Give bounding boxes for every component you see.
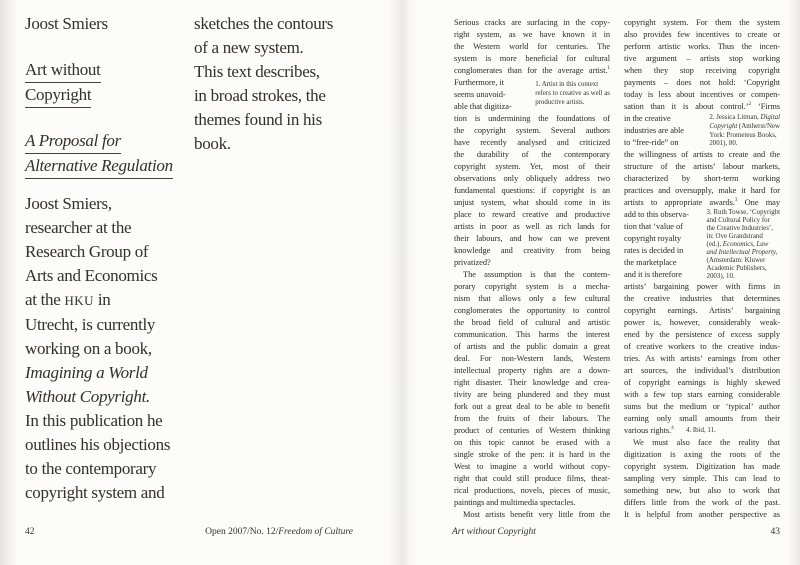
text-line: Utrecht, is currently bbox=[25, 315, 156, 334]
text-line: at the HKU in bbox=[25, 290, 111, 309]
text-line: tion that ‘value of bbox=[624, 222, 683, 231]
text-line: with a few top stars earning considerable bbox=[624, 390, 780, 399]
text-line: also provides few incentives to create or bbox=[624, 30, 780, 39]
text-line: productive artists. bbox=[535, 99, 585, 107]
text-line: knowledge and creativity from being bbox=[454, 246, 610, 255]
text-line: something new, but also to work that bbox=[624, 486, 780, 495]
text-line: York: Prometeus Books, bbox=[709, 131, 777, 139]
spine-shadow bbox=[386, 0, 418, 565]
text-line: their labours, and how can we prevent bbox=[454, 234, 610, 243]
text-line: perform artistic works. Thus the incen- bbox=[624, 42, 780, 51]
text-line: have recently analysed and criticized bbox=[454, 138, 610, 147]
text-line: the Western world for centuries. The bbox=[454, 42, 610, 51]
text-line: Research Group of bbox=[25, 242, 149, 261]
text-line: able that digitiza- bbox=[454, 102, 512, 111]
text-line: and Intellectual Property, bbox=[706, 249, 778, 256]
text-line: privatized? bbox=[454, 258, 491, 267]
text-line: 4. Ibid, 11. bbox=[686, 427, 716, 434]
text-line: Serious cracks are surfacing in the copy- bbox=[454, 18, 610, 27]
text-line: copyright earnings. Artists’ bargaining bbox=[624, 306, 780, 315]
text-line: fundamental questions: if copyright is an bbox=[454, 186, 610, 195]
text-line: 1. Artist in this context bbox=[535, 81, 599, 88]
text-line: and Cultural Policy for bbox=[706, 217, 770, 224]
text-line: when they stop receiving copyright bbox=[624, 66, 780, 75]
text-line: industries are able bbox=[624, 126, 684, 135]
text-line: 2003), 10. bbox=[706, 273, 735, 280]
text-line: digitization is axing the roots of the bbox=[624, 450, 780, 459]
text-line: in the creative bbox=[624, 114, 671, 123]
text-line: Alternative Regulation bbox=[25, 153, 173, 178]
text-line: artists in poor as well as rich lands for bbox=[454, 222, 610, 231]
journal-footer bbox=[193, 526, 353, 538]
text-line: working on a book, bbox=[25, 339, 152, 358]
text-line: the copyright system. Several authors bbox=[454, 126, 610, 135]
text-line: system is more beneficial for cultural bbox=[454, 54, 610, 63]
text-line: tivity are being plundered and they must bbox=[454, 390, 610, 399]
text-line: 3. Ruth Towse, ‘Copyright bbox=[706, 209, 780, 216]
text-line: earning only small amounts from their bbox=[624, 414, 780, 423]
text-line: product of centuries of Western thinking bbox=[454, 426, 610, 435]
text-line: power is, however, considerably weak- bbox=[624, 318, 780, 327]
text-line: sketches the contours bbox=[194, 14, 334, 33]
text-line: the durability of the contemporary bbox=[454, 150, 610, 159]
author-name: Joost Smiers bbox=[25, 14, 108, 33]
text-line: Imagining a World bbox=[25, 363, 148, 382]
text-line: to the contemporary bbox=[25, 459, 157, 478]
text-line: copyright system. Yet, most of their bbox=[454, 162, 610, 171]
article-title bbox=[25, 57, 101, 107]
text-line: right system, as we have known it in bbox=[454, 30, 610, 39]
text-line: the broad field of cultural and artistic bbox=[454, 318, 610, 327]
text-line: add to this observa- bbox=[624, 210, 689, 219]
text-line: (Amsterdam: Kluwer bbox=[706, 257, 766, 264]
article-subtitle bbox=[25, 128, 173, 178]
text-line: and it is therefore bbox=[624, 270, 682, 279]
text-line: 2001), 80. bbox=[709, 140, 738, 148]
text-line: rates is decided in bbox=[624, 246, 684, 255]
text-line: sation than it is about control.’$^2$ ‘Firms bbox=[624, 101, 780, 111]
footnote-1 bbox=[535, 80, 610, 108]
text-line: Most artists benefit very little from the bbox=[463, 510, 610, 519]
text-line: single stroke of the pen: it is hard in the bbox=[454, 450, 610, 459]
text-line: observations only obliquely address two bbox=[454, 174, 610, 183]
text-line: on this topic cannot be erased with a bbox=[454, 438, 610, 447]
text-line: place to reward creative and productive bbox=[454, 210, 610, 219]
text-line: refers to creative as well as bbox=[535, 90, 610, 98]
text-line: ened by the persistence of excess supply bbox=[624, 330, 780, 339]
text-line: deal. For non-Western lands, Western bbox=[454, 354, 610, 363]
text-line: nism that allows only a few cultural bbox=[454, 294, 610, 303]
text-line: of a new system. bbox=[194, 38, 304, 57]
body-column-2 bbox=[624, 17, 780, 521]
text-line: the willingness of artists to create and the bbox=[624, 150, 780, 159]
page-number-right: 43 bbox=[770, 527, 780, 537]
footnote-3 bbox=[707, 209, 780, 281]
text-line: In this publication he bbox=[25, 411, 163, 430]
text-line: outlines his objections bbox=[25, 435, 171, 454]
text-line: Joost Smiers, bbox=[25, 194, 112, 213]
text-line: artists’ bargaining power with firms in bbox=[624, 282, 780, 291]
text-line: seems unavoid- bbox=[454, 90, 506, 99]
text-line: of artists and the public domain a great bbox=[454, 342, 610, 351]
text-line: The assumption is that the contem- bbox=[463, 270, 610, 279]
text-line: 2. Jessica Litman, Digital bbox=[709, 114, 780, 121]
text-line: We must also face the reality that bbox=[633, 438, 780, 447]
intro-paragraph-col2 bbox=[194, 12, 333, 156]
text-line: unjust system, what should come in its bbox=[454, 198, 610, 207]
text-line: Copyright bbox=[25, 82, 101, 107]
text-line: differs little from the work of the past. bbox=[624, 498, 780, 507]
text-line: art sources, the individual’s distribution bbox=[624, 366, 780, 375]
text-line: Without Copyright. bbox=[25, 387, 150, 406]
text-line: in broad strokes, the bbox=[194, 86, 326, 105]
text-line: of copyright earnings is highly skewed bbox=[624, 378, 780, 387]
text-line: various rights.$^4$ bbox=[624, 425, 674, 435]
text-line: Arts and Economics bbox=[25, 266, 158, 285]
text-line: copyright system. For them the system bbox=[624, 18, 780, 27]
text-line: right that could still produce films, theat- bbox=[454, 474, 610, 483]
text-line: Copyright (Amherst/New bbox=[709, 122, 780, 130]
text-line: porary copyright system is a mecha- bbox=[454, 282, 610, 291]
text-line: This text describes, bbox=[194, 62, 320, 81]
text-line: It is helpful from another perspective as bbox=[624, 510, 780, 519]
text-line: Open 2007/No. 12/Freedom of Culture bbox=[205, 527, 353, 537]
text-line: Academic Publishers, bbox=[706, 265, 767, 272]
text-line: the creative industries that determines bbox=[624, 294, 780, 303]
body-column-1 bbox=[454, 17, 610, 521]
text-line: A Proposal for bbox=[25, 128, 173, 153]
text-line: West to imagine a world without copy- bbox=[454, 462, 610, 471]
text-line: tion is undermining the foundations of bbox=[454, 114, 610, 123]
text-line: conglomerates the opportunity to control bbox=[454, 306, 610, 315]
text-line: tive argument – artists stop working bbox=[624, 54, 780, 63]
text-line: of creative workers to the creative indus- bbox=[624, 342, 780, 351]
scan-edge-left bbox=[0, 0, 18, 565]
text-line: fork out a great deal to be able to benefit bbox=[454, 402, 610, 411]
text-line: rical productions, novels, pieces of music, bbox=[454, 486, 610, 495]
text-line: sums but the medium or ‘typical’ author bbox=[624, 402, 780, 411]
text-line: today is less about incentives or compen- bbox=[624, 90, 780, 99]
text-line: Art without bbox=[25, 57, 101, 82]
text-line: communication. This harms the interest bbox=[454, 330, 610, 339]
text-line: from the fruits of their labours. The bbox=[454, 414, 610, 423]
running-title: Art without Copyright bbox=[452, 527, 536, 537]
text-line: right disaster. Their knowledge and crea- bbox=[454, 378, 610, 387]
text-line: the Creative Industries’, bbox=[706, 225, 773, 232]
text-line: tries. As with artists’ earnings from other bbox=[624, 354, 780, 363]
text-line: paintings and multimedia spectacles. bbox=[454, 498, 576, 507]
text-line: copyright system and bbox=[25, 483, 165, 502]
scan-edge-right bbox=[788, 0, 800, 565]
text-line: book. bbox=[194, 134, 231, 153]
footnote-4 bbox=[686, 426, 716, 435]
footnote-2 bbox=[709, 114, 780, 149]
text-line: practices and oversupply, make it hard for bbox=[624, 186, 780, 195]
text-line: copyright royalty bbox=[624, 234, 682, 243]
text-line: in: Ove Grandstrand bbox=[706, 233, 763, 240]
text-line: the marketplace bbox=[624, 258, 677, 267]
text-line: (ed.), Economics, Law bbox=[706, 241, 769, 248]
text-line: payments – does not hold: ‘Copyright bbox=[624, 78, 780, 87]
text-line: researcher at the bbox=[25, 218, 132, 237]
text-line: themes found in his bbox=[194, 110, 322, 129]
text-line: to “free-ride” on bbox=[624, 138, 679, 147]
text-line: sampling very simple. This can lead to bbox=[624, 474, 780, 483]
text-line: structure of the artists’ labour markets, bbox=[624, 162, 780, 171]
page-number-left: 42 bbox=[25, 527, 35, 537]
text-line: copyright system. Digitization has made bbox=[624, 462, 780, 471]
text-line: conglomerates than for the average artist.$^1$ bbox=[454, 65, 610, 75]
text-line: Furthermore, it bbox=[454, 78, 504, 87]
text-line: characterized by short-term working bbox=[624, 174, 780, 183]
right-page bbox=[400, 0, 800, 565]
text-line: intellectual property rights are a down- bbox=[454, 366, 610, 375]
text-line: artists to appropriate awards.$^3$ One may bbox=[624, 197, 780, 207]
intro-paragraph-col1 bbox=[25, 192, 170, 505]
